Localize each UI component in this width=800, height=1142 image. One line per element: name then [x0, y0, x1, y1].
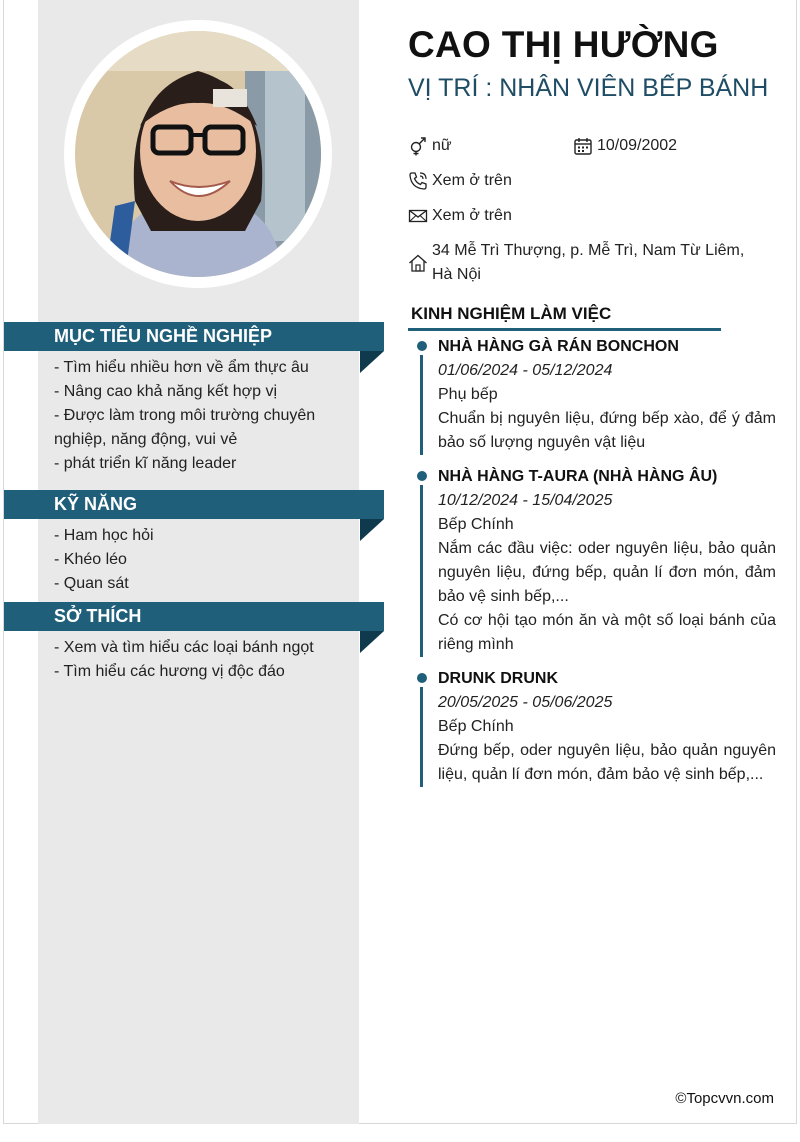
job-description: Có cơ hội tạo món ăn và một số loại bánh của riêng mình — [438, 612, 776, 653]
email-row — [408, 204, 512, 228]
phone-icon — [408, 171, 428, 191]
home-icon — [408, 253, 428, 273]
timeline-dot — [417, 471, 427, 481]
candidate-name: CAO THỊ HƯỜNG — [408, 24, 719, 65]
job-date: 01/06/2024 - 05/12/2024 — [438, 362, 613, 379]
list-item: - Quan sát — [54, 575, 129, 592]
section-underline — [408, 328, 721, 331]
job-position: VỊ TRÍ : NHÂN VIÊN BẾP BÁNH — [408, 74, 769, 102]
list-item: - Được làm trong môi trường chuyên nghiệp, năng động, vui vẻ — [54, 407, 316, 448]
objective-list — [54, 356, 344, 476]
job-entry — [408, 667, 776, 787]
phone-value: Xem ở trên — [432, 172, 512, 189]
job-role: Phụ bếp — [438, 386, 498, 403]
envelope-icon — [408, 206, 428, 226]
footer-credit: ©Topcvvn.com — [675, 1090, 774, 1107]
list-item: - phát triển kĩ năng leader — [54, 455, 237, 472]
list-item: - Ham học hỏi — [54, 527, 154, 544]
section-title-objective: MỤC TIÊU NGHỀ NGHIỆP — [4, 322, 384, 351]
job-description: Nắm các đầu việc: oder nguyên liệu, bảo quản nguyên liệu, đứng bếp, quản lí đơn món, đảm bảo vệ sinh bếp,... — [438, 540, 776, 605]
avatar — [64, 20, 332, 288]
list-item: - Khéo léo — [54, 551, 127, 568]
hobbies-list — [54, 636, 344, 684]
job-entry — [408, 335, 776, 455]
phone-row — [408, 169, 512, 193]
gender-row — [408, 134, 452, 158]
job-company: NHÀ HÀNG GÀ RÁN BONCHON — [438, 338, 679, 355]
job-company: DRUNK DRUNK — [438, 670, 558, 687]
email-value: Xem ở trên — [432, 207, 512, 224]
timeline-rail — [420, 485, 423, 657]
job-role: Bếp Chính — [438, 516, 514, 533]
section-title-skills: KỸ NĂNG — [4, 490, 384, 519]
timeline-dot — [417, 673, 427, 683]
list-item: - Tìm hiểu nhiều hơn về ẩm thực âu — [54, 359, 309, 376]
profile-photo — [75, 31, 321, 277]
birthday-row — [573, 134, 677, 158]
job-date: 10/12/2024 - 15/04/2025 — [438, 492, 613, 509]
section-title-experience: KINH NGHIỆM LÀM VIỆC — [411, 304, 612, 323]
gender-icon — [408, 136, 428, 156]
list-item: - Tìm hiểu các hương vị độc đáo — [54, 663, 285, 680]
timeline-rail — [420, 355, 423, 455]
job-role: Bếp Chính — [438, 718, 514, 735]
birthday-value: 10/09/2002 — [597, 137, 678, 154]
ribbon-fold-icon — [360, 351, 384, 373]
job-date: 20/05/2025 - 05/06/2025 — [438, 694, 613, 711]
address-row — [408, 239, 768, 287]
list-item: - Xem và tìm hiểu các loại bánh ngọt — [54, 639, 314, 656]
job-entry — [408, 465, 776, 657]
list-item: - Nâng cao khả năng kết hợp vị — [54, 383, 278, 400]
job-company: NHÀ HÀNG T-AURA (NHÀ HÀNG ÂU) — [438, 468, 718, 485]
ribbon-fold-icon — [360, 631, 384, 653]
skills-list — [54, 524, 344, 596]
ribbon-fold-icon — [360, 519, 384, 541]
section-title-hobbies: SỞ THÍCH — [4, 602, 384, 631]
timeline-dot — [417, 341, 427, 351]
calendar-icon — [573, 136, 593, 156]
job-description: Đứng bếp, oder nguyên liệu, bảo quản nguyên liệu, quản lí đơn món, đảm bảo vệ sinh bếp,... — [438, 742, 776, 783]
gender-value: nữ — [432, 137, 452, 154]
address-value: 34 Mễ Trì Thượng, p. Mễ Trì, Nam Từ Liêm, Hà Nội — [432, 242, 745, 283]
timeline-rail — [420, 687, 423, 787]
job-description: Chuẩn bị nguyên liệu, đứng bếp xào, để ý đảm bảo số lượng nguyên vật liệu — [438, 410, 776, 451]
